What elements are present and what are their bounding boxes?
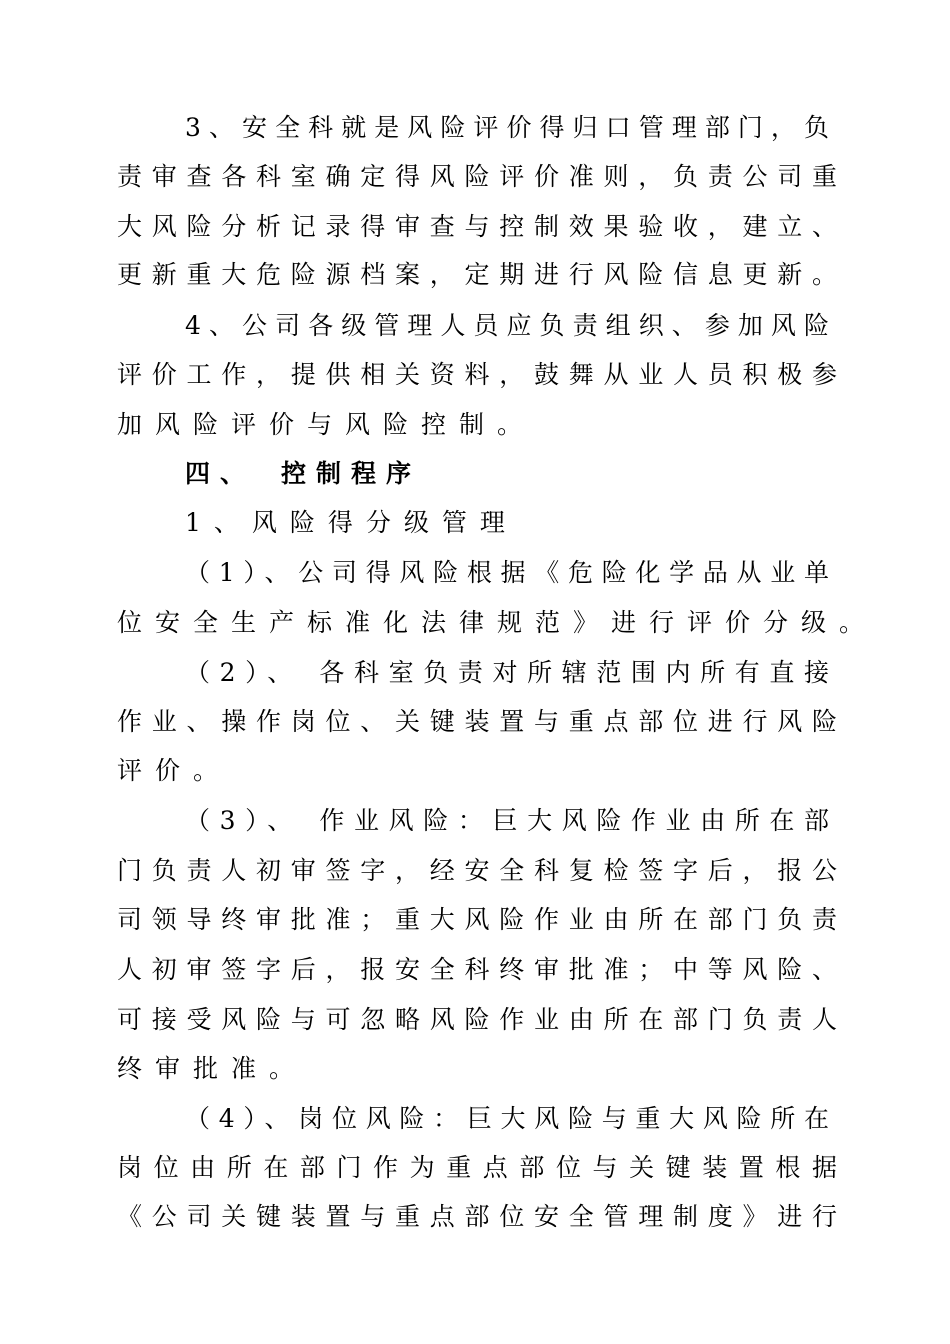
paragraph-line: 《公司关键装置与重点部位安全管理制度》进行 bbox=[117, 1202, 837, 1231]
paragraph-line: 4、公司各级管理人员应负责组织、参加风险 bbox=[185, 311, 829, 340]
paragraph-line: 岗位由所在部门作为重点部位与关键装置根据 bbox=[117, 1153, 837, 1182]
paragraph-line: 评价工作，提供相关资料，鼓舞从业人员积极参 bbox=[117, 360, 837, 389]
section-heading-title: 控制程序 bbox=[281, 459, 422, 488]
paragraph-line: 人初审签字后，报安全科终审批准；中等风险、 bbox=[117, 955, 837, 984]
paragraph-line: （4）、岗位风险：巨大风险与重大风险所在 bbox=[185, 1104, 829, 1133]
paragraph-line: 加风险评价与风险控制。 bbox=[117, 410, 536, 439]
section-heading-number: 四、 bbox=[185, 459, 256, 488]
paragraph-line: （1）、公司得风险根据《危险化学品从业单 bbox=[185, 558, 829, 587]
paragraph-line: 可接受风险与可忽略风险作业由所在部门负责人 bbox=[117, 1005, 837, 1034]
section-heading bbox=[185, 457, 829, 491]
paragraph-line: （3）、 作业风险：巨大风险作业由所在部 bbox=[185, 806, 829, 835]
paragraph-line: 作业、操作岗位、关键装置与重点部位进行风险 bbox=[117, 707, 837, 736]
paragraph-line: 3、安全科就是风险评价得归口管理部门，负 bbox=[185, 113, 829, 142]
paragraph-line: 司领导终审批准；重大风险作业由所在部门负责 bbox=[117, 905, 837, 934]
subsection-title: 1、风险得分级管理 bbox=[185, 508, 518, 537]
paragraph-line: （2）、 各科室负责对所辖范围内所有直接 bbox=[185, 658, 829, 687]
paragraph-line: 责审查各科室确定得风险评价准则，负责公司重 bbox=[117, 162, 837, 191]
paragraph-line: 终审批准。 bbox=[117, 1054, 308, 1083]
paragraph-line: 大风险分析记录得审查与控制效果验收，建立、 bbox=[117, 212, 837, 241]
paragraph-line: 更新重大危险源档案，定期进行风险信息更新。 bbox=[117, 260, 837, 289]
paragraph-line: 评价。 bbox=[117, 756, 232, 785]
paragraph-line: 门负责人初审签字，经安全科复检签字后，报公 bbox=[117, 856, 837, 885]
paragraph-line: 位安全生产标准化法律规范》进行评价分级。 bbox=[117, 608, 878, 637]
